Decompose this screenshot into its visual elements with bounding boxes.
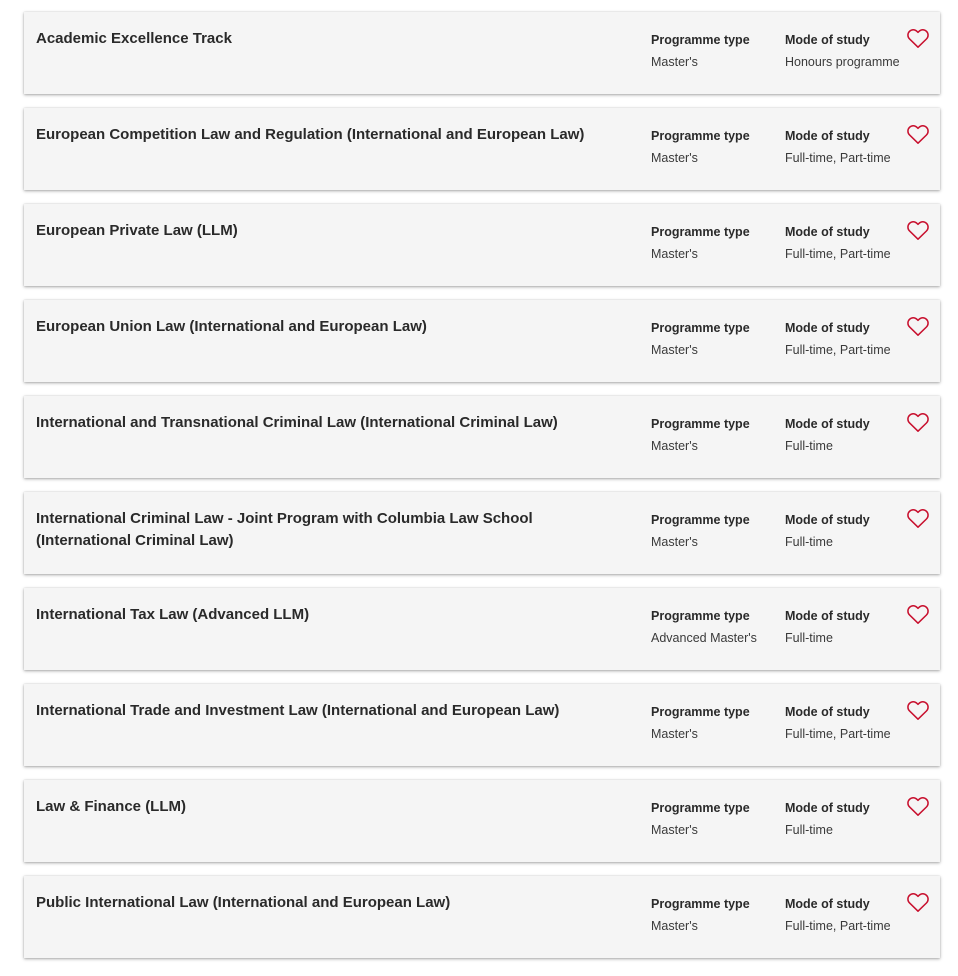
programme-card[interactable] [24,876,940,958]
programme-type-value: Master's [651,343,698,357]
programme-type-label: Programme type [651,129,750,143]
mode-of-study [785,893,915,937]
programme-type-value: Advanced Master's [651,631,757,645]
programme-card[interactable] [24,588,940,670]
mode-of-study-value: Full-time, Part-time [785,343,891,357]
mode-of-study-value: Full-time, Part-time [785,247,891,261]
mode-of-study-value: Full-time, Part-time [785,151,891,165]
mode-of-study-label: Mode of study [785,33,870,47]
mode-of-study-value: Full-time [785,439,833,453]
mode-of-study-label: Mode of study [785,513,870,527]
mode-of-study-label: Mode of study [785,321,870,335]
programme-title[interactable]: European Private Law (LLM) [36,222,238,239]
programme-card[interactable] [24,108,940,190]
programme-card[interactable] [24,396,940,478]
mode-of-study-label: Mode of study [785,801,870,815]
programme-type-value: Master's [651,919,698,933]
heart-outline-icon[interactable] [905,793,931,819]
programme-type-label: Programme type [651,321,750,335]
heart-outline-icon[interactable] [905,121,931,147]
mode-of-study-label: Mode of study [785,129,870,143]
heart-outline-icon[interactable] [905,601,931,627]
programme-card[interactable] [24,492,940,574]
heart-outline-icon[interactable] [905,409,931,435]
programme-type-label: Programme type [651,609,750,623]
mode-of-study-label: Mode of study [785,225,870,239]
mode-of-study [785,701,915,745]
programme-title[interactable]: Law & Finance (LLM) [36,798,186,815]
programme-title[interactable]: International and Transnational Criminal Law (International Criminal Law) [36,414,558,431]
mode-of-study-value: Full-time [785,535,833,549]
mode-of-study [785,413,915,457]
heart-outline-icon[interactable] [905,697,931,723]
mode-of-study [785,221,915,265]
mode-of-study [785,29,915,73]
mode-of-study-value: Full-time, Part-time [785,727,891,741]
programme-title[interactable]: Public International Law (International and European Law) [36,894,451,911]
programme-card[interactable] [24,204,940,286]
heart-outline-icon[interactable] [905,505,931,531]
programme-type-label: Programme type [651,417,750,431]
programme-type-value: Master's [651,247,698,261]
heart-outline-icon[interactable] [905,217,931,243]
heart-outline-icon[interactable] [905,313,931,339]
programme-title[interactable]: International Criminal Law - Joint Program with Columbia Law School (International Criminal Law) [36,510,533,549]
programme-type [651,221,779,265]
programme-card[interactable] [24,684,940,766]
programme-type [651,893,779,937]
programme-type [651,701,779,745]
programme-type [651,125,779,169]
mode-of-study [785,797,915,841]
programme-type [651,509,779,553]
mode-of-study-value: Full-time, Part-time [785,919,891,933]
programme-type-label: Programme type [651,33,750,47]
programme-type-label: Programme type [651,225,750,239]
mode-of-study-label: Mode of study [785,705,870,719]
programme-type-value: Master's [651,55,698,69]
mode-of-study-value: Full-time [785,823,833,837]
programme-type-value: Master's [651,823,698,837]
mode-of-study [785,125,915,169]
programme-type-value: Master's [651,727,698,741]
programme-type-value: Master's [651,439,698,453]
programme-type [651,605,779,649]
mode-of-study [785,605,915,649]
programme-title[interactable]: European Union Law (International and European Law) [36,318,427,335]
programme-title[interactable]: International Tax Law (Advanced LLM) [36,606,310,623]
mode-of-study [785,317,915,361]
programme-type [651,413,779,457]
programme-card[interactable] [24,12,940,94]
programme-type-label: Programme type [651,897,750,911]
programme-card[interactable] [24,780,940,862]
programme-card[interactable] [24,300,940,382]
mode-of-study [785,509,915,553]
programme-type [651,29,779,73]
mode-of-study-label: Mode of study [785,417,870,431]
programme-type [651,797,779,841]
programme-type-label: Programme type [651,801,750,815]
programme-title[interactable]: International Trade and Investment Law (International and European Law) [36,702,560,719]
mode-of-study-value: Honours programme [785,55,900,69]
programme-title[interactable]: Academic Excellence Track [36,30,232,47]
programme-type-value: Master's [651,535,698,549]
programme-title[interactable]: European Competition Law and Regulation (International and European Law) [36,126,585,143]
heart-outline-icon[interactable] [905,889,931,915]
programme-type-label: Programme type [651,705,750,719]
mode-of-study-label: Mode of study [785,609,870,623]
programme-type [651,317,779,361]
heart-outline-icon[interactable] [905,25,931,51]
programme-type-value: Master's [651,151,698,165]
mode-of-study-label: Mode of study [785,897,870,911]
programme-type-label: Programme type [651,513,750,527]
mode-of-study-value: Full-time [785,631,833,645]
